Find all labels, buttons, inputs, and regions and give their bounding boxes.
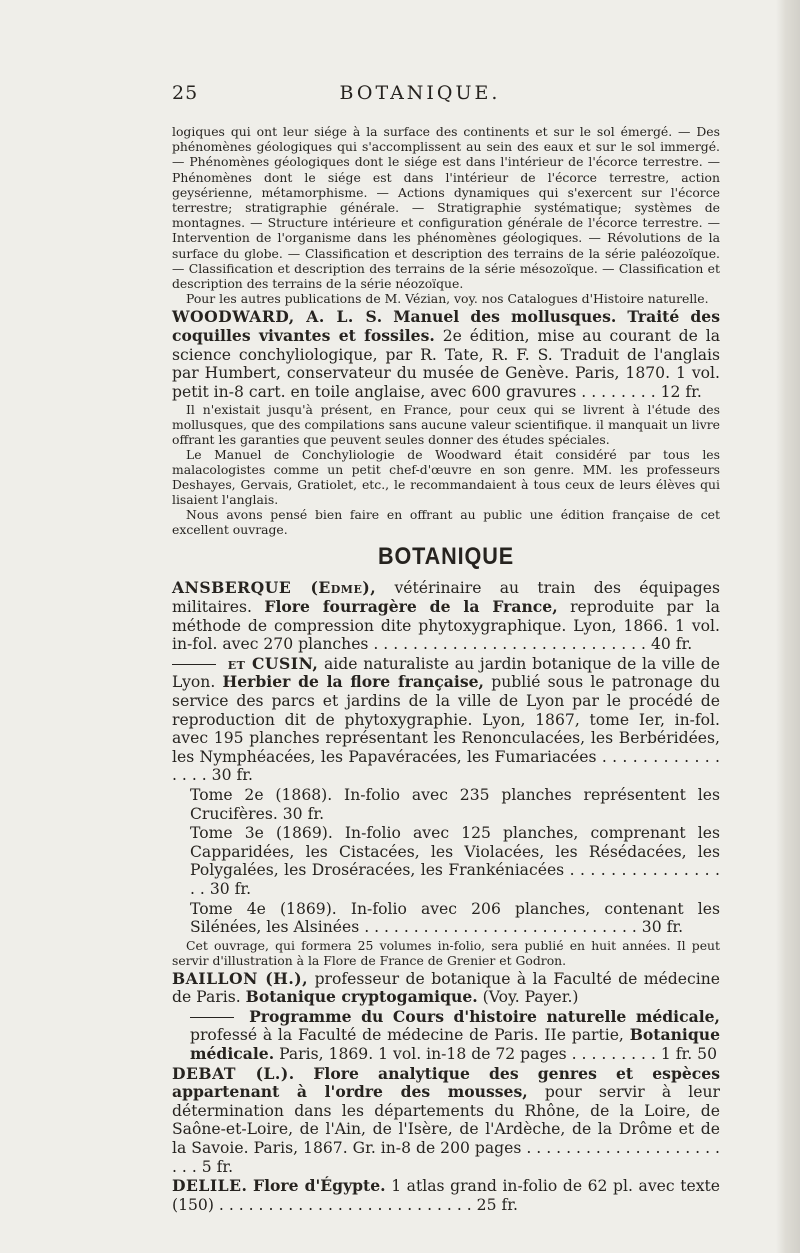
entry-price: 12 fr. <box>660 382 702 401</box>
entry-price: 30 fr. <box>211 766 253 785</box>
ditto-dash <box>190 1017 234 1018</box>
entry-author: ANSBERQUE (Edme), <box>172 578 377 598</box>
entry-note: Cet ouvrage, qui formera 25 volumes in-folio, sera publié en huit années. Il peut servir d'illustration à la Flore de France de Grenier et Godron. <box>172 937 720 968</box>
vezian-see-also: Pour les autres publications de M. Vézian, voy. nos Catalogues d'Histoire naturelle. <box>186 291 709 307</box>
entry-author: DEBAT (L.). <box>172 1063 295 1083</box>
entry-woodward: WOODWARD, A. L. S. Manuel des mollusques. Traité des coquilles vivantes et fossiles. 2e édition, mise au courant de la science conchyliologique, par R. Tate, R. F. S. Traduit de l'anglais par Humbert, conservateur du musée de Genève. Paris, 1870. 1 vol. petit in-8 cart. en toile anglaise, avec 600 gravures . . . . . . . . 12 fr. <box>172 307 720 401</box>
entry-baillon <box>172 970 720 1007</box>
entry-author: BAILLON (H.), <box>172 968 309 988</box>
entry-author: DELILE. <box>172 1176 248 1196</box>
entry-title: Flore d'Égypte. <box>253 1176 386 1196</box>
section-title: BOTANIQUE <box>377 543 515 571</box>
entry-price: 30 fr. <box>282 804 325 823</box>
entry-title: Manuel des mollusques. Traité des coquilles vivantes et fossiles. <box>172 307 720 346</box>
entry-reference: (Voy. Payer.) <box>482 988 579 1007</box>
entry-description: Tome 4e (1869). In-folio avec 206 planches, contenant les Silénées, les Alsinées <box>190 899 720 937</box>
entry-price: 30 fr. <box>209 879 252 898</box>
entry-price: 5 fr. <box>201 1157 234 1176</box>
entry-note: Il n'existait jusqu'à présent, en France, pour ceux qui se livrent à l'étude des mollusques, que des compilations sans aucune valeur scientifique. il manquait un livre offrant les garanties que peuvent seules donner des études spéciales. <box>172 402 720 448</box>
entry-price: 40 fr. <box>650 635 693 654</box>
entry-description: Tome 3e (1869). In-folio avec 125 planches, comprenant les Capparidées, les Cistacées, les Violacées, les Résédacées, les Polygalées, les Droséracées, les Frankéniacées <box>190 824 720 880</box>
entry-title: Programme du Cours d'histoire naturelle médicale, <box>249 1006 720 1026</box>
entry-role: aide naturaliste au jardin botanique de la ville de Lyon. <box>172 654 720 692</box>
entry-description: reproduite par la méthode de compression dite phytoxygraphique. Lyon, 1866. 1 vol. in-fol. avec 270 planches <box>172 598 720 654</box>
entry-note: Nous avons pensé bien faire en offrant au public une édition française de cet excellent ouvrage. <box>172 507 720 538</box>
entry-title: Flore analytique des genres et espèces appartenant à l'ordre des mousses, <box>172 1063 720 1102</box>
entry-baillon-programme: Programme du Cours d'histoire naturelle médicale, professé à la Faculté de médecine de Paris. IIe partie, Botanique médicale. Paris, 1869. 1 vol. in-18 de 72 pages . . . . . . . . . 1 fr. 50 <box>190 1006 720 1064</box>
ditto-dash <box>172 664 216 665</box>
entry-role: vétérinaire au train des équipages militaires. <box>172 579 720 616</box>
page-number: 25 <box>172 82 199 104</box>
entry-cusin-tome3: Tome 3e (1869). In-folio avec 125 planches, comprenant les Capparidées, les Cistacées, les Violacées, les Résédacées, les Polygalées, les Droséracées, les Frankéniacées . . . . . . . . . . . . . . . . . 30 fr. <box>190 824 721 898</box>
entry-price: 30 fr. <box>641 918 684 937</box>
page-edge <box>776 0 800 1253</box>
entry-note: Le Manuel de Conchyliologie de Woodward était considéré par tous les malacologistes comme un petit chef-d'œuvre en son genre. MM. les professeurs Deshayes, Gervais, Gratiolet, etc., le recommandaient à tous ceux de leurs élèves qui lisaient l'anglais. <box>172 447 720 508</box>
entry-description: pour servir à leur détermination dans les départements du Rhône, de la Loire, de Saône-et-Loire, de l'Ain, de l'Isère, de l'Ardèche, de la Drôme et de la Savoie. Paris, 1867. Gr. in-8 de 200 pages <box>172 1083 720 1158</box>
entry-description: Paris, 1869. 1 vol. in-18 de 72 pages <box>279 1045 567 1064</box>
entry-price: 1 fr. 50 <box>660 1045 718 1064</box>
entry-description: 2e édition, mise au courant de la science conchyliologique, par R. Tate, R. F. S. Traduit de l'anglais par Humbert, conservateur du musée de Genève. Paris, 1870. 1 vol. petit in-8 cart. en toile anglaise, avec 600 gravures <box>172 327 720 401</box>
entry-author: WOODWARD, A. L. S. <box>172 307 383 327</box>
entry-description: Tome 2e (1868). In-folio avec 235 planches représentent les Crucifères. <box>190 785 720 823</box>
entry-ansberque: ANSBERQUE (Edme), vétérinaire au train des équipages militaires. Flore fourragère de la France, reproduite par la méthode de compression dite phytoxygraphique. Lyon, 1866. 1 vol. in-fol. avec 270 planches . . . . . . . . . . . . . . . . . . . . . . . . . . . . 40 fr. <box>172 578 720 654</box>
entry-cusin-tome2 <box>172 786 720 823</box>
entry-delile: DELILE. Flore d'Égypte. 1 atlas grand in-folio de 62 pl. avec texte (150) . . . . . . . . . . . . . . . . . . . . . . . . . . 25 fr. <box>172 1176 720 1214</box>
entry-debat: DEBAT (L.). Flore analytique des genres et espèces appartenant à l'ordre des mousses, pour servir à leur détermination dans les départements du Rhône, de la Loire, de Saône-et-Loire, de l'Ain, de l'Isère, de l'Ardèche, de la Drôme et de la Savoie. Paris, 1867. Gr. in-8 de 200 pages . . . . . . . . . . . . . . . . . . . . . . . 5 fr. <box>172 1063 720 1176</box>
entry-cusin-tome4: Tome 4e (1869). In-folio avec 206 planches, contenant les Silénées, les Alsinées . . . . . . . . . . . . . . . . . . . . . . . . . . . . 30 fr. <box>190 899 720 937</box>
entry-description: professé à la Faculté de médecine de Paris. IIe partie, <box>190 1026 624 1045</box>
entry-title: Botanique médicale. <box>190 1025 720 1064</box>
entry-cusin: et CUSIN, aide naturaliste au jardin botanique de la ville de Lyon. Herbier de la flore française, publié sous le patronage du service des parcs et jardins de la ville de Lyon par le procédé de reproduction dit de phytoxygraphie. Lyon, 1867, tome Ier, in-fol. avec 195 planches représentant les Renonculacées, les Berbéridées, les Nymphéacées, les Papavéracées, les Fumariacées . . . . . . . . . . . . . . . . 30 fr. <box>172 653 721 785</box>
text-column <box>172 124 720 1215</box>
entry-title: Flore fourragère de la France, <box>264 597 558 616</box>
entry-title: Herbier de la flore française, <box>222 672 484 692</box>
running-title: BOTANIQUE. <box>339 82 501 104</box>
entry-author: et CUSIN, <box>227 653 319 673</box>
entry-price: 25 fr. <box>476 1195 518 1214</box>
entry-description: publié sous le patronage du service des parcs et jardins de la ville de Lyon par le procédé de reproduction dit de phytoxygraphie. Lyon, 1867, tome Ier, in-fol. avec 195 planches représentant les Renonculacées, les Berbéridées, les Nymphéacées, les Papavéracées, les Fumariacées <box>172 673 721 766</box>
entry-description: 1 atlas grand in-folio de 62 pl. avec texte (150) <box>172 1177 720 1214</box>
entry-title: Botanique cryptogamique. <box>245 987 478 1007</box>
entry-role: professeur de botanique à la Faculté de médecine de Paris. <box>172 969 720 1007</box>
page-header <box>0 82 800 112</box>
vezian-contents: logiques qui ont leur siége à la surface des continents et sur le sol émergé. — Des phénomènes géologiques qui s'accomplissent au sein des eaux et sur le sol immergé. — Phénomènes géologiques dont le siége est dans l'intérieur de l'écorce terrestre. — Phénomènes dont le siége est dans l'intérieur de l'écorce terrestre, action geysérienne, métamorphisme. — Actions dynamiques qui s'exercent sur l'écorce terrestre; stratigraphie générale. — Stratigraphie systématique; systèmes de montagnes. — Structure intérieure et configuration générale de l'écorce terrestre. — Intervention de l'organisme dans les phénomènes géologiques. — Révolutions de la surface du globe. — Classification et description des terrains de la série paléozoïque. — Classification et description des terrains de la série mésozoïque. — Classification et description des terrains de la série néozoïque. <box>172 124 720 292</box>
